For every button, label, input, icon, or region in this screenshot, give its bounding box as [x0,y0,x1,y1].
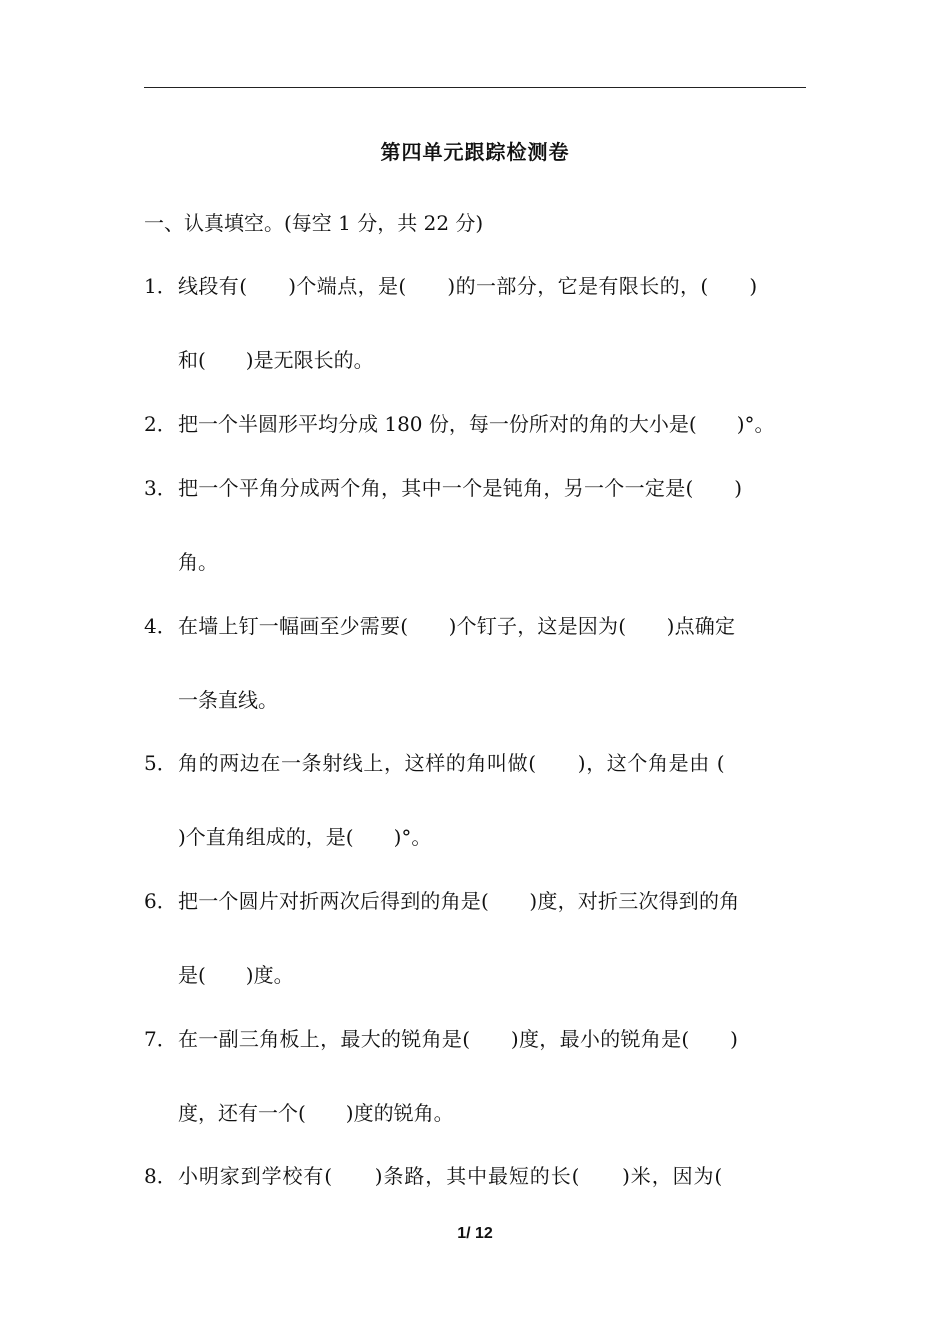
question-text: 角的两边在一条射线上，这样的角叫做( )，这个角是由 ( [178,751,726,775]
question-text: 在墙上钉一幅画至少需要( )个钉子，这是因为( )点确定 [178,614,736,638]
question-text-continued: 度，还有一个( )度的锐角。 [178,1101,454,1125]
question-text-continued: 是( )度。 [178,963,294,987]
question-number: 1． [144,274,177,298]
question-number: 7． [144,1027,177,1051]
question-text: 线段有( )个端点，是( )的一部分，它是有限长的，( ) [178,274,758,298]
header-rule [144,87,806,88]
section-heading: 一、认真填空。(每空 1 分，共 22 分) [144,211,484,235]
question-number: 3． [144,476,177,500]
page-number: 1/ 12 [457,1225,493,1242]
question-number: 8． [144,1164,177,1188]
question-text: 把一个半圆形平均分成 180 份，每一份所对的角的大小是( )°。 [178,412,775,436]
question-text: 把一个平角分成两个角，其中一个是钝角，另一个一定是( ) [178,476,743,500]
question-text-continued: 一条直线。 [178,688,278,712]
question-text: 把一个圆片对折两次后得到的角是( )度，对折三次得到的角 [178,889,740,913]
question-text: 小明家到学校有( )条路，其中最短的长( )米，因为( [178,1164,724,1188]
question-text-continued: )个直角组成的，是( )°。 [178,825,432,849]
question-number: 5． [144,751,177,775]
question-text-continued: 角。 [178,550,218,574]
question-number: 6． [144,889,177,913]
question-number: 4． [144,614,177,638]
question-text-continued: 和( )是无限长的。 [178,348,374,372]
question-number: 2． [144,412,177,436]
question-text: 在一副三角板上，最大的锐角是( )度，最小的锐角是( ) [178,1027,739,1051]
page-title: 第四单元跟踪检测卷 [380,140,570,164]
